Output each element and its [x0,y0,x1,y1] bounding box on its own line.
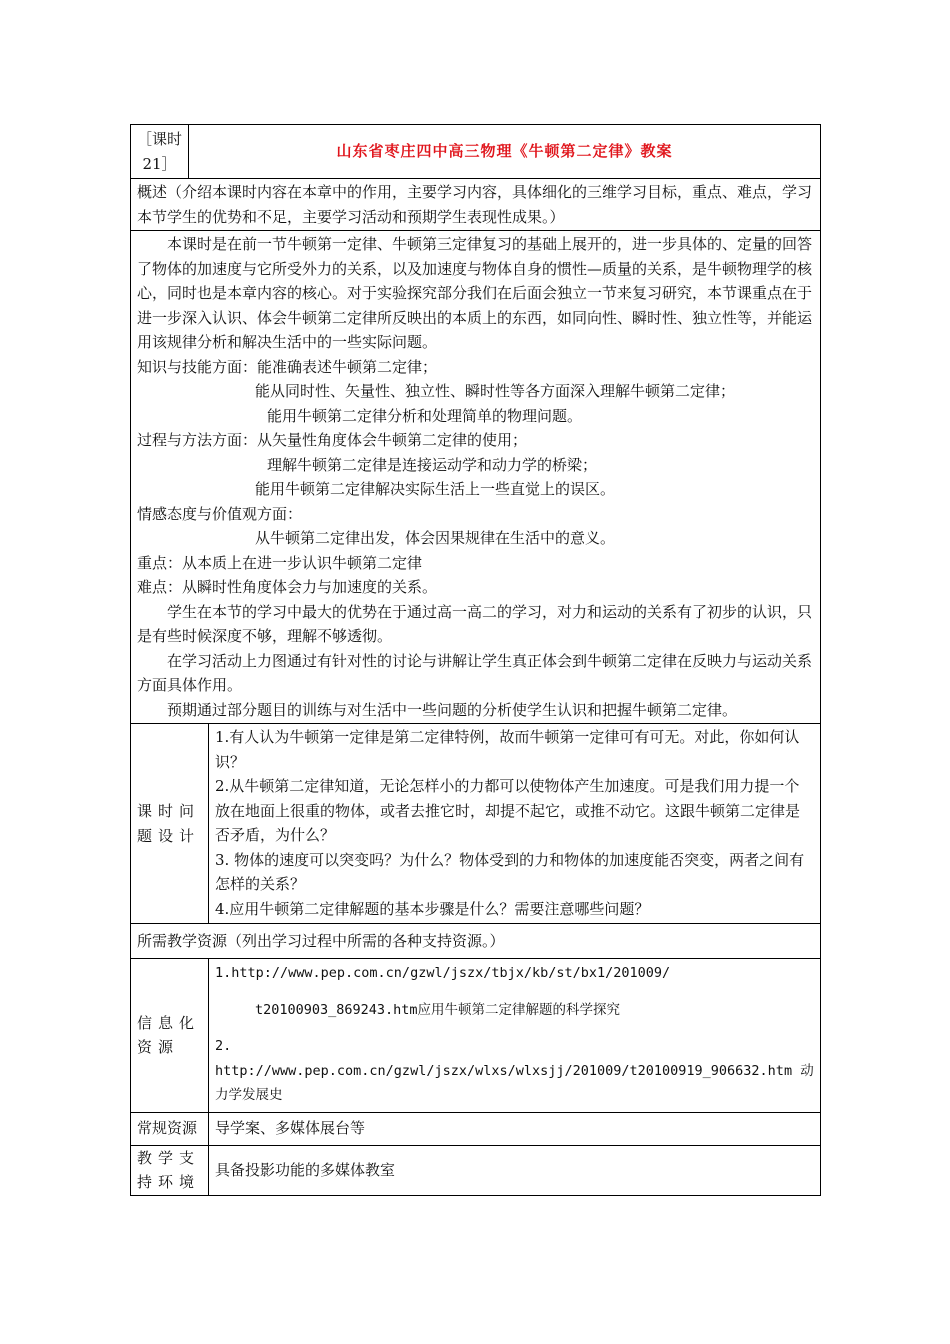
knowledge-line-2: 能从同时性、矢量性、独立性、瞬时性等各方面深入理解牛顿第二定律； [255,382,736,400]
resource-link-1b[interactable]: t20100903_869243.htm应用牛顿第二定律解题的科学探究 [255,1001,621,1018]
environment-label: 教学支持环境 [131,1145,209,1195]
resource-2-number: 2. [215,1038,232,1054]
knowledge-line-1: 知识与技能方面：能准确表述牛顿第二定律； [137,357,438,376]
key-point: 重点：从本质上在进一步认识牛顿第二定律 [137,553,423,572]
question-2: 2.从牛顿第二定律知道，无论怎样小的力都可以使物体产生加速度。可是我们用力提一个放在地面上很重的物体，或者去推它时，却提不起它，或推不动它。这跟牛顿第二定律是否矛盾，为什么？ [215,777,801,844]
emotion-line-2: 从牛顿第二定律出发，体会因果规律在生活中的意义。 [255,529,616,547]
process-line-1: 过程与方法方面：从矢量性角度体会牛顿第二定律的使用； [137,431,528,449]
question-4: 4.应用牛顿第二定律解题的基本步骤是什么？需要注意哪些问题？ [215,899,650,918]
resources-prompt: 所需教学资源（列出学习过程中所需的各种支持资源。） [131,924,821,959]
environment-row [131,1145,821,1195]
design-row [131,724,821,924]
header-row [131,125,821,179]
resource-link-2[interactable]: http://www.pep.com.cn/gzwl/jszx/wlxs/wlxsjj/201009/t20100919_906632.htm 动力学发展史 [215,1062,814,1103]
overview-prompt-row [131,179,821,231]
expected-paragraph: 预期通过部分题目的训练与对生活中一些问题的分析使学生认识和把握牛顿第二定律。 [167,700,738,719]
info-resources-row [131,959,821,1113]
knowledge-line-3: 能用牛顿第二定律分析和处理简单的物理问题。 [267,406,583,425]
lesson-tag: ［课时21］ [131,125,189,179]
question-3: 3. 物体的速度可以突变吗？为什么？物体受到的力和物体的加速度能否突变，两者之间有怎样的关系？ [215,850,805,893]
regular-resources-value: 导学案、多媒体展台等 [209,1112,821,1145]
design-questions [209,724,821,924]
overview-body [131,231,821,724]
difficulty: 难点：从瞬时性角度体会力与加速度的关系。 [137,578,438,596]
info-resources-list [209,959,821,1113]
emotion-line-1: 情感态度与价值观方面： [137,504,303,523]
document-title: 山东省枣庄四中高三物理《牛顿第二定律》教案 [189,125,821,179]
resources-prompt-row [131,924,821,959]
lesson-plan-table [130,124,821,1196]
regular-resources-label: 常规资源 [131,1112,209,1145]
overview-prompt: 概述（介绍本课时内容在本章中的作用，主要学习内容，具体细化的三维学习目标，重点、难点，学习本节学生的优势和不足，主要学习活动和预期学生表现性成果。） [131,179,821,231]
question-1: 1.有人认为牛顿第一定律是第二定律特例，故而牛顿第一定律可有可无。对此，你如何认识？ [215,728,800,771]
overview-intro: 本课时是在前一节牛顿第一定律、牛顿第三定律复习的基础上展开的，进一步具体的、定量的回答了物体的加速度与它所受外力的关系，以及加速度与物体自身的惯性—质量的关系，是牛顿物理学的核心，同时也是本章内容的核心。对于实验探究部分我们在后面会独立一节来复习研究，本节课重点在于进一步深入认识、体会牛顿第二定律所反映出的本质上的东西，如同向性、瞬时性、独立性等，并能运用该规律分析和解决生活中的一些实际问题。 [137,235,813,351]
overview-row [131,231,821,724]
environment-value: 具备投影功能的多媒体教室 [209,1145,821,1195]
resource-link-1a[interactable]: 1.http://www.pep.com.cn/gzwl/jszx/tbjx/kb/st/bx1/201009/ [215,965,671,981]
regular-resources-row [131,1112,821,1145]
activities-paragraph: 在学习活动上力图通过有针对性的讨论与讲解让学生真正体会到牛顿第二定律在反映力与运动关系方面具体作用。 [137,651,813,694]
process-line-3: 能用牛顿第二定律解决实际生活上一些直觉上的误区。 [255,480,616,498]
design-label: 课时问题设计 [131,724,209,924]
info-resources-label: 信息化资源 [131,959,209,1113]
process-line-2: 理解牛顿第二定律是连接运动学和动力学的桥梁； [267,455,598,474]
students-paragraph: 学生在本节的学习中最大的优势在于通过高一高二的学习，对力和运动的关系有了初步的认识，只是有些时候深度不够，理解不够透彻。 [137,602,813,645]
